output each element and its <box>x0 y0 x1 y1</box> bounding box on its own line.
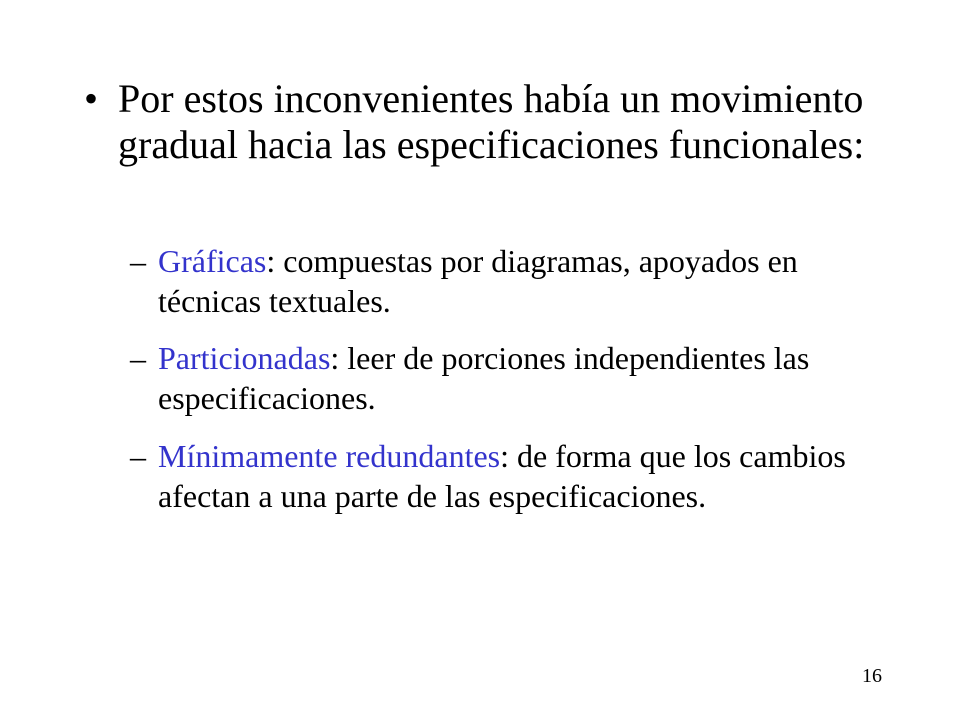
subitem-term: Particionadas <box>158 340 331 376</box>
subitem-text: : compuestas por diagramas, apoyados en técnicas textuales. <box>158 243 798 319</box>
subitem-text: : de forma que los cambios afectan a una parte de las especificaciones. <box>158 438 846 514</box>
dash-marker: – <box>130 243 146 279</box>
subitem-text: : leer de porciones independientes las especificaciones. <box>158 340 810 416</box>
main-bullet <box>84 76 884 168</box>
subitem-term: Gráficas <box>158 243 267 279</box>
page-number: 16 <box>862 665 882 687</box>
subitem-graficas <box>130 241 870 321</box>
subitem-body <box>158 436 870 516</box>
subitem-particionadas <box>130 338 870 418</box>
subitem-body <box>158 338 870 418</box>
dash-marker: – <box>130 340 146 376</box>
subitem-term: Mínimamente redundantes <box>158 438 501 474</box>
subitem-minimamente-redundantes <box>130 436 870 516</box>
bullet-marker: • <box>84 76 99 121</box>
subitem-body <box>158 241 870 321</box>
main-bullet-text: Por estos inconvenientes había un movimiento gradual hacia las especificaciones funcionales: <box>118 76 865 167</box>
dash-marker: – <box>130 438 146 474</box>
